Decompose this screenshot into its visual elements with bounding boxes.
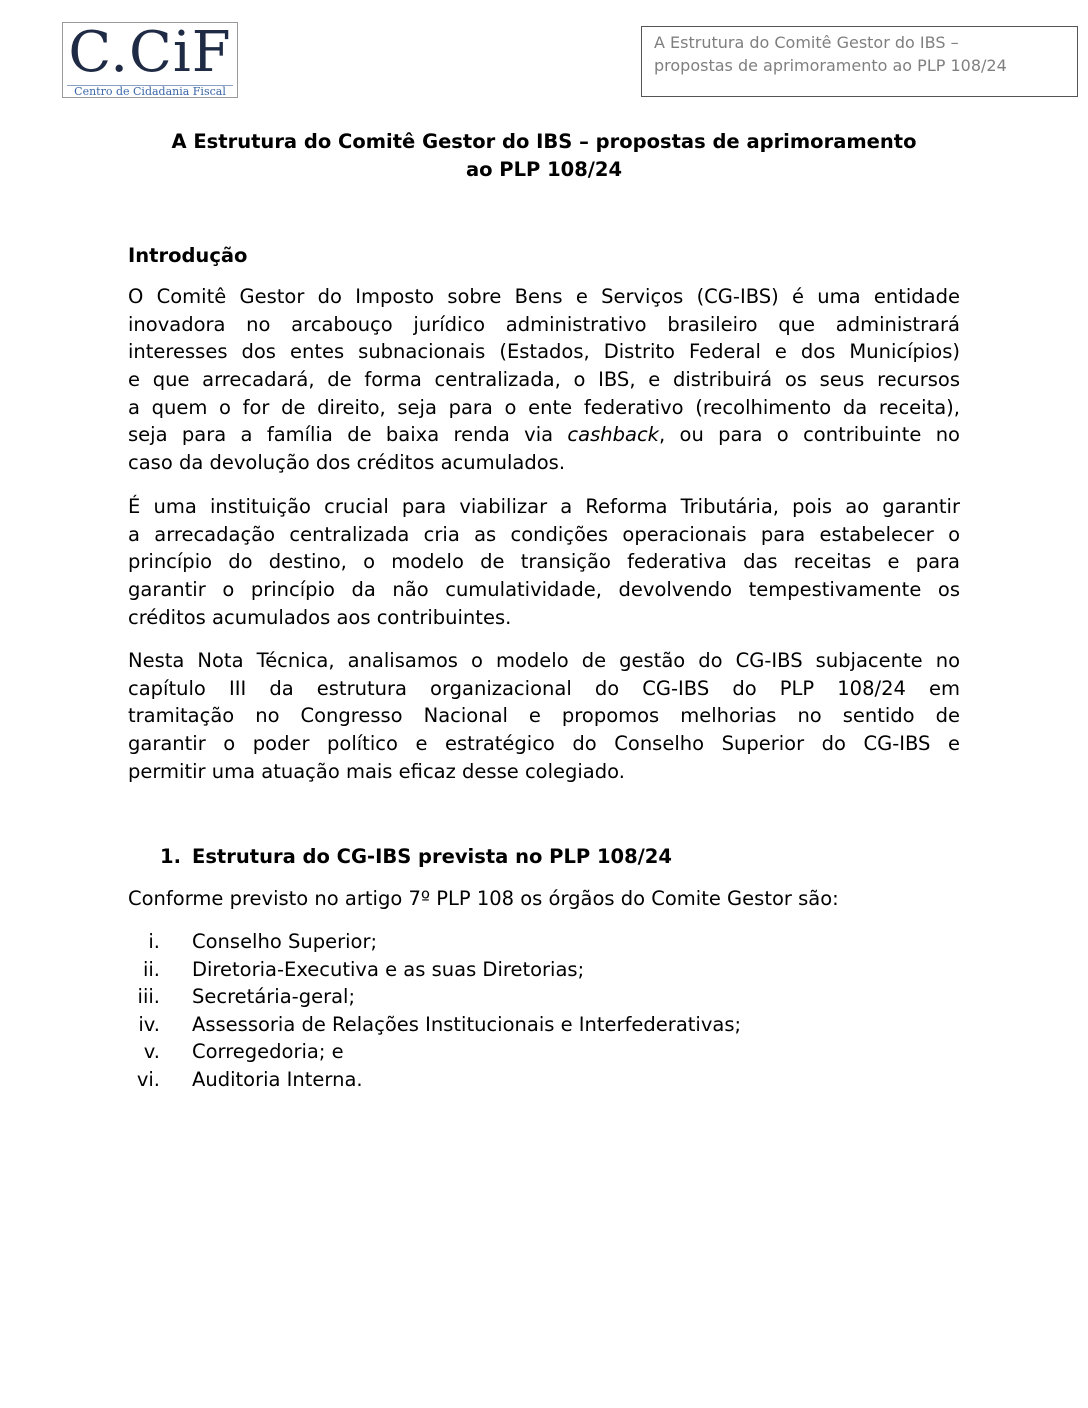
paragraph-line: É uma instituição crucial para viabilizar a Reforma Tributária, pois ao garantir: [128, 495, 960, 518]
list-item: [100, 1011, 742, 1039]
list-marker: v.: [143, 1040, 160, 1063]
section-number: 1.: [160, 845, 181, 868]
list-item-text: Auditoria Interna.: [192, 1067, 363, 1091]
document-title-line: A Estrutura do Comitê Gestor do IBS – propostas de aprimoramento: [171, 130, 917, 153]
paragraph-line: O Comitê Gestor do Imposto sobre Bens e Serviços (CG-IBS) é uma entidade: [128, 285, 960, 308]
list-item-text: Assessoria de Relações Institucionais e Interfederativas;: [192, 1012, 742, 1036]
list-item-text: Corregedoria; e: [192, 1040, 344, 1063]
list-item: [100, 1038, 344, 1066]
document-title: [100, 128, 988, 184]
list-item: [100, 928, 378, 956]
section-1-intro: Conforme previsto no artigo 7º PLP 108 os órgãos do Comite Gestor são:: [128, 887, 839, 910]
list-item: [100, 956, 585, 984]
list-marker: i.: [148, 930, 160, 953]
list-item: [100, 983, 356, 1011]
paragraph-line-mixed: [128, 421, 960, 449]
list-marker: iii.: [137, 985, 160, 1008]
section-title: Estrutura do CG-IBS prevista no PLP 108/24: [192, 845, 672, 868]
paragraph-line: princípio do destino, o modelo de transição federativa das receitas e para: [128, 550, 960, 574]
running-header: [641, 26, 1078, 97]
document-title-line: ao PLP 108/24: [465, 158, 623, 181]
intro-paragraph-1: [128, 283, 960, 477]
paragraph-line: inovadora no arcabouço jurídico administrativo brasileiro que administrará: [128, 312, 960, 336]
list-marker: ii.: [142, 957, 160, 981]
paragraph-line: caso da devolução dos créditos acumulados.: [128, 451, 566, 475]
paragraph-line: permitir uma atuação mais eficaz desse colegiado.: [128, 759, 625, 783]
running-header-line: propostas de aprimoramento ao PLP 108/24: [654, 56, 1007, 75]
logo-mark: C.CiF: [68, 20, 232, 85]
intro-paragraph-2: [128, 493, 960, 631]
paragraph-line: interesses dos entes subnacionais (Estados, Distrito Federal e dos Municípios): [128, 340, 960, 364]
list-marker: iv.: [138, 1012, 160, 1036]
paragraph-line: a quem o for de direito, seja para o ente federativo (recolhimento da receita),: [128, 395, 960, 419]
paragraph-line: e que arrecadará, de forma centralizada, o IBS, e distribuirá os seus recursos: [128, 368, 960, 392]
list-item-text: Conselho Superior;: [192, 930, 378, 953]
paragraph-text: , ou para o contribuinte no: [658, 423, 960, 447]
organs-list: [100, 928, 742, 1093]
list-item: [100, 1066, 363, 1094]
running-header-line: A Estrutura do Comitê Gestor do IBS –: [654, 33, 959, 52]
list-item-text: Secretária-geral;: [192, 985, 356, 1008]
paragraph-line: tramitação no Congresso Nacional e propomos melhorias no sentido de: [128, 704, 960, 728]
list-marker: vi.: [136, 1067, 160, 1091]
logo-subtitle: Centro de Cidadania Fiscal: [74, 85, 226, 98]
logo: [62, 22, 238, 98]
list-item-text: Diretoria-Executiva e as suas Diretorias;: [192, 957, 585, 981]
paragraph-line: garantir o poder político e estratégico do Conselho Superior do CG-IBS e: [128, 732, 960, 756]
paragraph-line: Nesta Nota Técnica, analisamos o modelo de gestão do CG-IBS subjacente no: [128, 649, 960, 672]
emphasis-cashback: cashback: [567, 423, 659, 447]
intro-heading: Introdução: [128, 244, 248, 267]
intro-paragraph-3: [128, 647, 960, 785]
paragraph-text: seja para a família de baixa renda via: [128, 423, 554, 447]
paragraph-line: créditos acumulados aos contribuintes.: [128, 605, 512, 629]
paragraph-line: a arrecadação centralizada cria as condições operacionais para estabelecer o: [128, 522, 960, 546]
paragraph-line: garantir o princípio da não cumulatividade, devolvendo tempestivamente os: [128, 578, 960, 602]
paragraph-line: capítulo III da estrutura organizacional do CG-IBS do PLP 108/24 em: [128, 676, 960, 700]
section-1-heading: [160, 843, 672, 871]
